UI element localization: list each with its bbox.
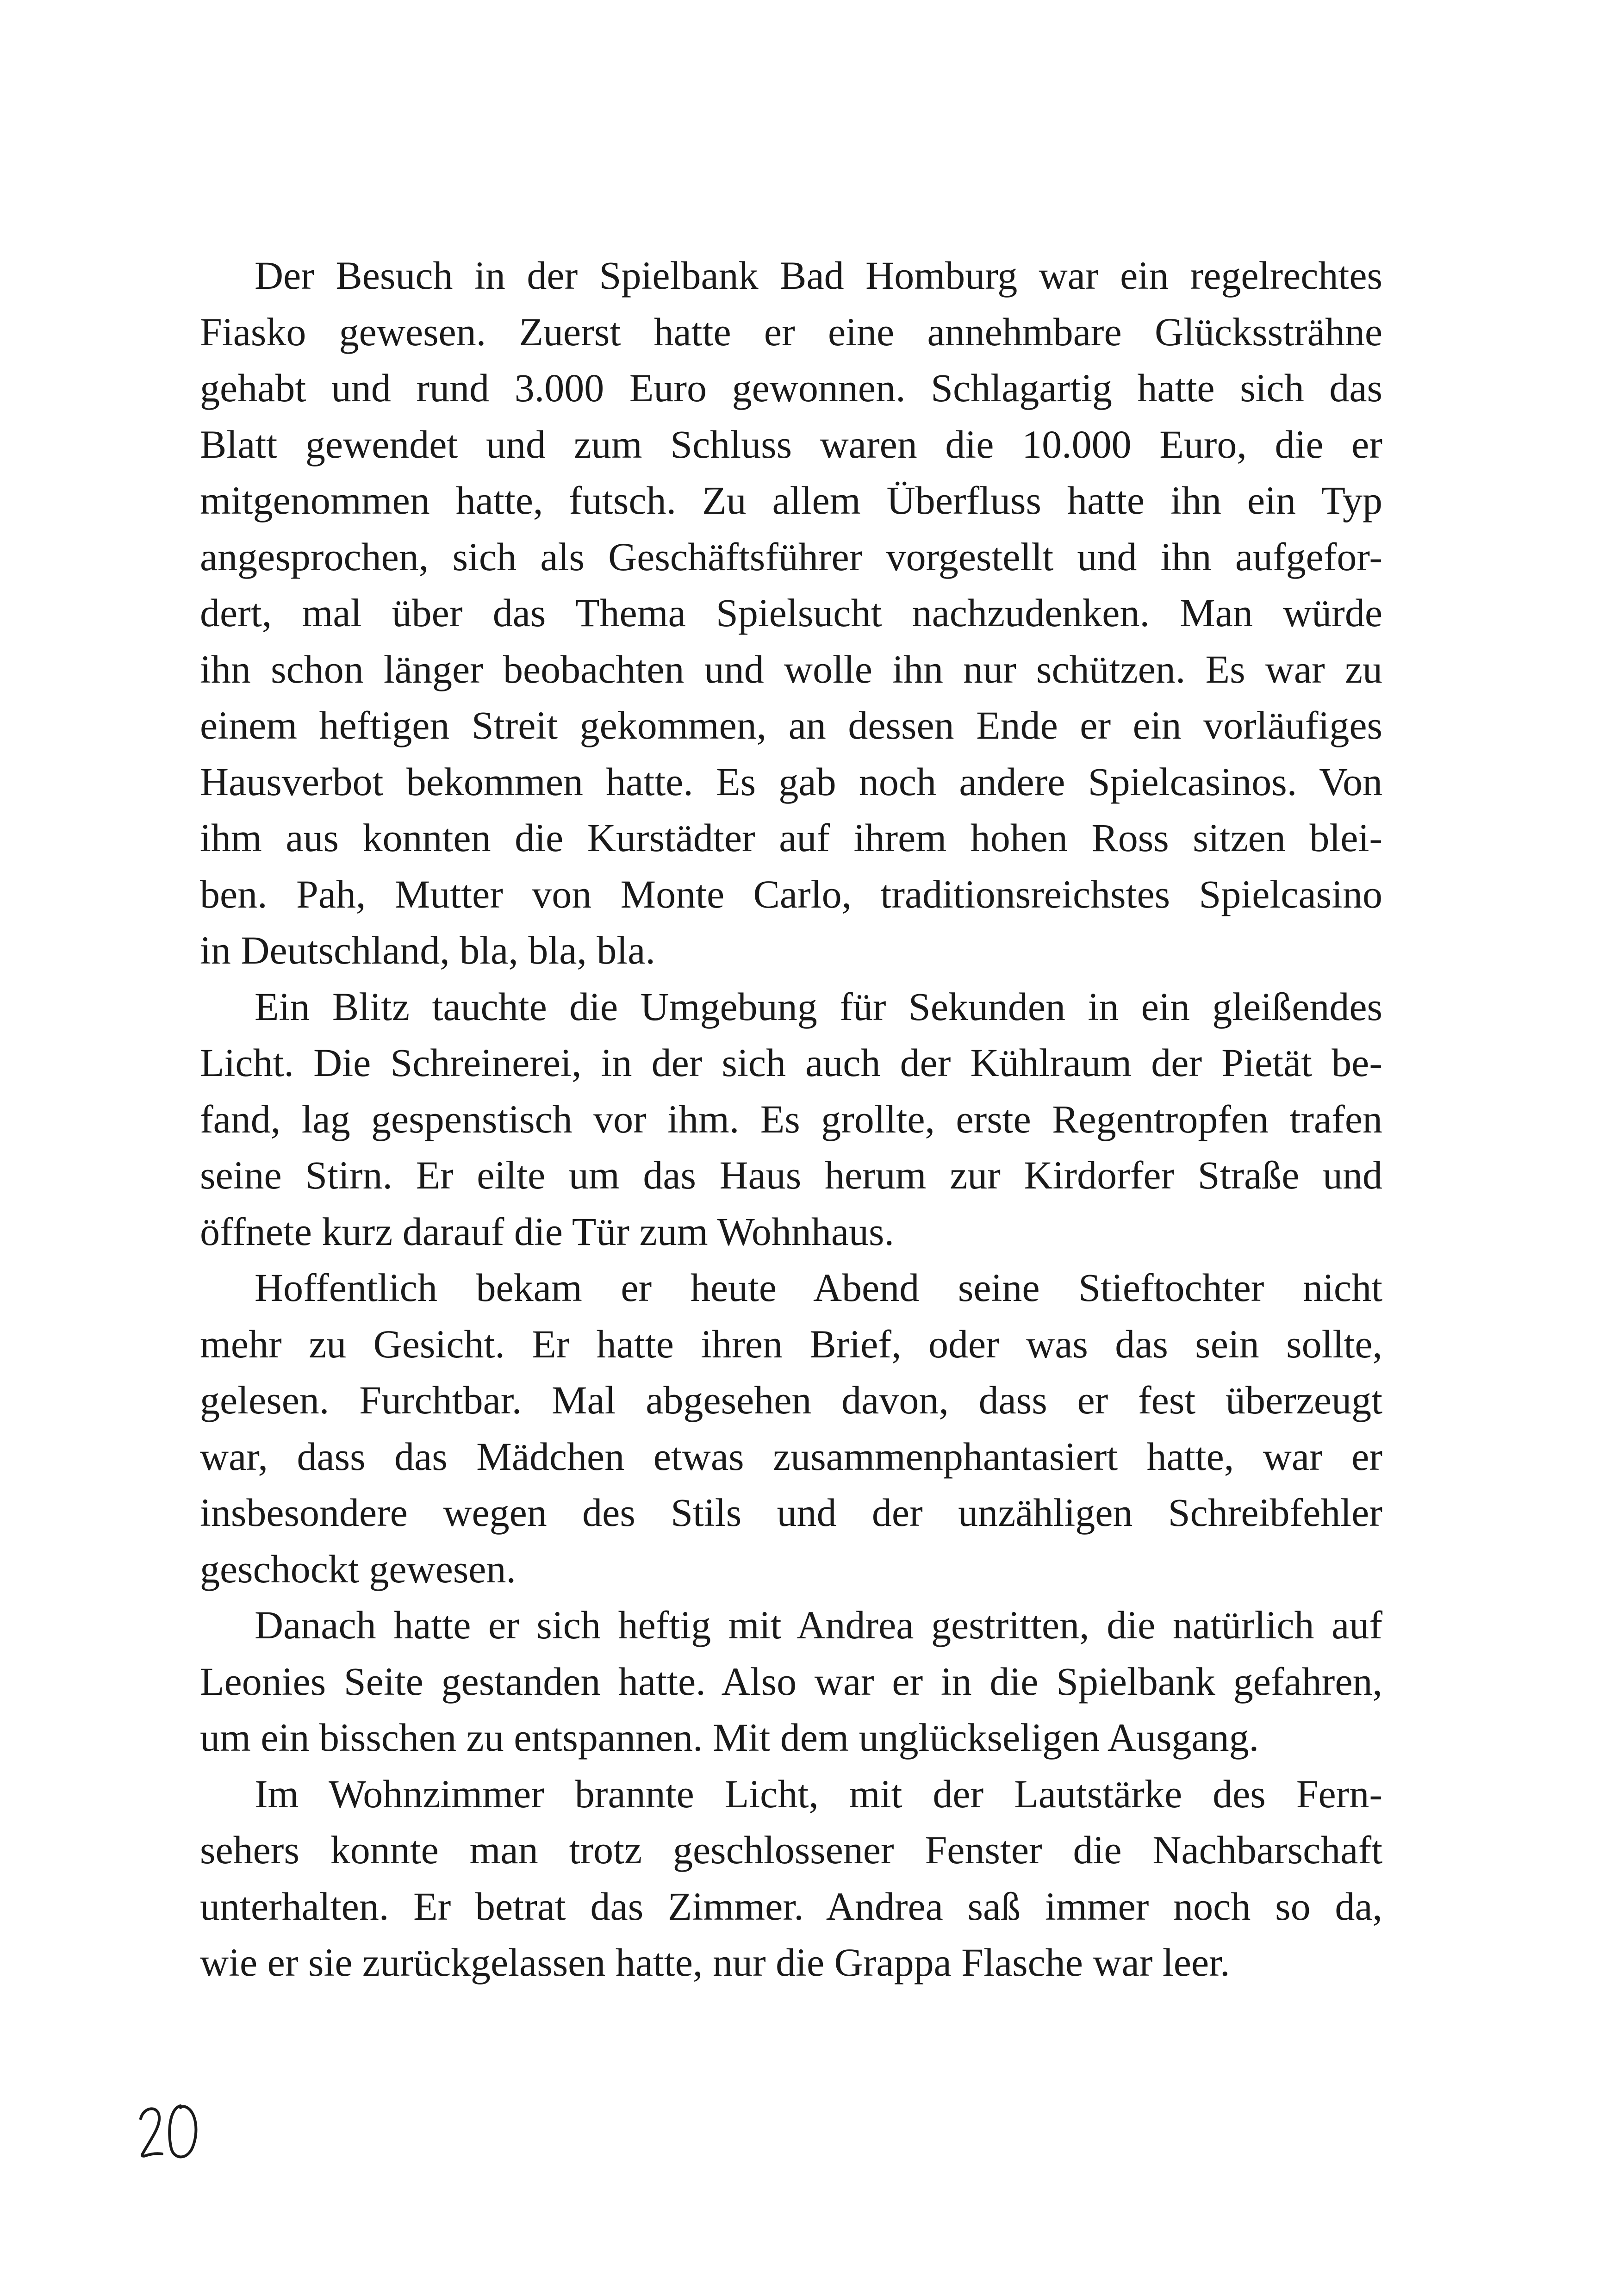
text-line: einem heftigen Streit gekommen, an dessen Ende er ein vorläufiges [200,703,1382,747]
paragraph-5 [200,1766,1382,1991]
text-line: wie er sie zurückgelassen hatte, nur die Grappa Flasche war leer. [200,1940,1230,1985]
text-line: Hoffentlich bekam er heute Abend seine Stieftochter nicht [255,1265,1382,1310]
text-line: ihm aus konnten die Kurstädter auf ihrem hohen Ross sitzen blei- [200,815,1382,860]
text-line: Ein Blitz tauchte die Umgebung für Sekunden in ein gleißendes [255,984,1382,1029]
text-line: Licht. Die Schreinerei, in der sich auch der Kühlraum der Pietät be- [200,1040,1382,1085]
paragraph-4 [200,1597,1382,1766]
text-line: sehers konnte man trotz geschlossener Fenster die Nachbarschaft [200,1828,1382,1872]
paragraph-1 [200,248,1382,979]
text-line: in Deutschland, bla, bla, bla. [200,928,655,972]
text-line: öffnete kurz darauf die Tür zum Wohnhaus. [200,1209,895,1254]
paragraph-2 [200,979,1382,1260]
text-line: angesprochen, sich als Geschäftsführer vorgestellt und ihn aufgefor- [200,534,1382,579]
paragraph-3 [200,1260,1382,1597]
text-line: Im Wohnzimmer brannte Licht, mit der Lautstärke des Fern- [255,1771,1382,1816]
text-line: war, dass das Mädchen etwas zusammenphantasiert hatte, war er [200,1434,1382,1479]
text-line: fand, lag gespenstisch vor ihm. Es grollte, erste Regentropfen trafen [200,1096,1382,1141]
page-number [135,2097,209,2166]
text-line: ihn schon länger beobachten und wolle ihn nur schützen. Es war zu [200,647,1382,691]
body-text [200,248,1382,1991]
text-line: dert, mal über das Thema Spielsucht nachzudenken. Man würde [200,591,1382,635]
text-line: gelesen. Furchtbar. Mal abgesehen davon, dass er fest überzeugt [200,1378,1382,1422]
text-line: geschockt gewesen. [200,1546,516,1591]
text-line: Danach hatte er sich heftig mit Andrea gestritten, die natürlich auf [255,1603,1382,1647]
text-line: ben. Pah, Mutter von Monte Carlo, traditionsreichstes Spielcasino [200,871,1382,916]
text-line: gehabt und rund 3.000 Euro gewonnen. Schlagartig hatte sich das [200,366,1382,410]
text-line: um ein bisschen zu entspannen. Mit dem unglückseligen Ausgang. [200,1715,1259,1760]
text-line: mehr zu Gesicht. Er hatte ihren Brief, oder was das sein sollte, [200,1321,1382,1366]
text-line: insbesondere wegen des Stils und der unzähligen Schreibfehler [200,1490,1382,1535]
text-line: mitgenommen hatte, futsch. Zu allem Überfluss hatte ihn ein Typ [200,478,1382,523]
text-line: Leonies Seite gestanden hatte. Also war er in die Spielbank gefahren, [200,1659,1382,1704]
text-line: Der Besuch in der Spielbank Bad Homburg war ein regelrechtes [255,253,1382,298]
text-line: unterhalten. Er betrat das Zimmer. Andrea saß immer noch so da, [200,1884,1382,1929]
text-line: Hausverbot bekommen hatte. Es gab noch andere Spielcasinos. Von [200,759,1382,804]
text-line: seine Stirn. Er eilte um das Haus herum zur Kirdorfer Straße und [200,1153,1382,1197]
text-line: Fiasko gewesen. Zuerst hatte er eine annehmbare Glückssträhne [200,309,1382,354]
text-line: Blatt gewendet und zum Schluss waren die 10.000 Euro, die er [200,422,1382,467]
